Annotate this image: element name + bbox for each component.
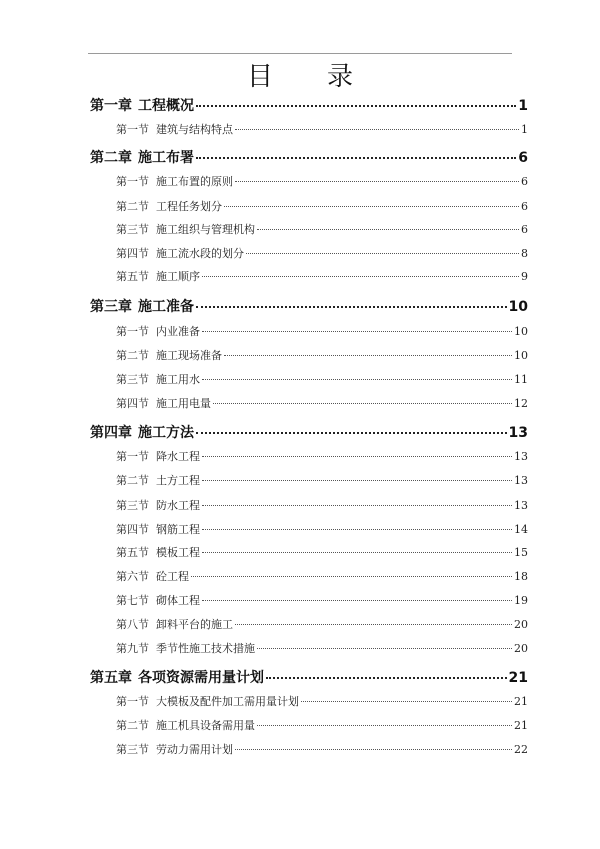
toc-section-entry[interactable] [116, 592, 528, 608]
chapter-number: 第五章 [90, 670, 132, 686]
toc-section-entry[interactable] [116, 544, 528, 560]
chapter-number: 第二章 [90, 150, 132, 166]
page-number: 1 [518, 98, 528, 114]
page-number: 15 [514, 546, 528, 559]
page-number: 22 [514, 743, 528, 756]
page-number: 6 [521, 223, 528, 236]
toc-section-entry[interactable] [116, 497, 528, 513]
toc-section-entry[interactable] [116, 347, 528, 363]
section-title: 砌体工程 [156, 594, 200, 607]
section-title: 降水工程 [156, 450, 200, 463]
section-title: 劳动力需用计划 [156, 743, 233, 756]
page-number: 13 [514, 499, 528, 512]
section-title: 钢筋工程 [156, 523, 200, 536]
dot-leader [301, 701, 512, 702]
toc-chapter-entry[interactable] [90, 147, 528, 167]
dot-leader [196, 157, 516, 159]
section-title: 模板工程 [156, 546, 200, 559]
dot-leader [257, 229, 519, 230]
section-title: 防水工程 [156, 499, 200, 512]
dot-leader [235, 129, 519, 130]
page-number: 8 [521, 247, 528, 260]
chapter-title: 工程概况 [138, 98, 194, 114]
dot-leader [224, 355, 512, 356]
section-number: 第二节 [116, 719, 149, 732]
toc-section-entry[interactable] [116, 472, 528, 488]
page-number: 18 [514, 570, 528, 583]
section-number: 第三节 [116, 373, 149, 386]
chapter-title: 各项资源需用量计划 [138, 670, 264, 686]
section-title: 施工现场准备 [156, 349, 222, 362]
chapter-number: 第一章 [90, 98, 132, 114]
page-number: 11 [514, 373, 528, 386]
section-number: 第四节 [116, 397, 149, 410]
dot-leader [202, 552, 512, 553]
page-number: 21 [508, 670, 528, 686]
page-number: 9 [521, 270, 528, 283]
toc-section-entry[interactable] [116, 616, 528, 632]
dot-leader [202, 379, 512, 380]
toc-section-entry[interactable] [116, 323, 528, 339]
dot-leader [202, 276, 519, 277]
toc-chapter-entry[interactable] [90, 95, 528, 115]
section-title: 施工机具设备需用量 [156, 719, 255, 732]
toc-section-entry[interactable] [116, 741, 528, 757]
section-number: 第三节 [116, 743, 149, 756]
toc-section-entry[interactable] [116, 221, 528, 237]
page-number: 6 [518, 150, 528, 166]
toc-section-entry[interactable] [116, 121, 528, 137]
dot-leader [235, 749, 512, 750]
section-number: 第一节 [116, 450, 149, 463]
page-number: 19 [514, 594, 528, 607]
page-number: 21 [514, 719, 528, 732]
dot-leader [266, 677, 507, 679]
section-number: 第四节 [116, 523, 149, 536]
toc-section-entry[interactable] [116, 717, 528, 733]
section-title: 卸料平台的施工 [156, 618, 233, 631]
page-number: 10 [508, 299, 528, 315]
page-number: 13 [514, 474, 528, 487]
section-number: 第六节 [116, 570, 149, 583]
section-title: 建筑与结构特点 [156, 123, 233, 136]
toc-title-char-2: 录 [327, 61, 354, 92]
page-number: 20 [514, 642, 528, 655]
page-number: 13 [508, 425, 528, 441]
page-number: 10 [514, 325, 528, 338]
page-number: 21 [514, 695, 528, 708]
page-number: 10 [514, 349, 528, 362]
toc-section-entry[interactable] [116, 395, 528, 411]
toc-section-entry[interactable] [116, 448, 528, 464]
dot-leader [202, 505, 512, 506]
dot-leader [246, 253, 519, 254]
chapter-title: 施工布署 [138, 150, 194, 166]
section-number: 第七节 [116, 594, 149, 607]
page-number: 14 [514, 523, 528, 536]
section-title: 砼工程 [156, 570, 189, 583]
section-title: 工程任务划分 [156, 200, 222, 213]
page-number: 6 [521, 200, 528, 213]
dot-leader [202, 456, 512, 457]
section-title: 土方工程 [156, 474, 200, 487]
section-number: 第二节 [116, 349, 149, 362]
toc-chapter-entry[interactable] [90, 422, 528, 442]
toc-section-entry[interactable] [116, 521, 528, 537]
section-title: 施工用水 [156, 373, 200, 386]
dot-leader [202, 600, 512, 601]
section-number: 第一节 [116, 695, 149, 708]
toc-section-entry[interactable] [116, 640, 528, 656]
section-number: 第三节 [116, 499, 149, 512]
toc-section-entry[interactable] [116, 198, 528, 214]
section-title: 大模板及配件加工需用量计划 [156, 695, 299, 708]
dot-leader [202, 529, 512, 530]
section-title: 施工组织与管理机构 [156, 223, 255, 236]
page-number: 13 [514, 450, 528, 463]
dot-leader [235, 181, 519, 182]
dot-leader [202, 331, 512, 332]
dot-leader [257, 648, 512, 649]
dot-leader [235, 624, 512, 625]
page-number: 12 [514, 397, 528, 410]
toc-section-entry[interactable] [116, 371, 528, 387]
toc-section-entry[interactable] [116, 173, 528, 189]
page-number: 6 [521, 175, 528, 188]
section-title: 施工流水段的划分 [156, 247, 244, 260]
section-number: 第二节 [116, 200, 149, 213]
toc-chapter-entry[interactable] [90, 296, 528, 316]
section-number: 第一节 [116, 175, 149, 188]
dot-leader [196, 105, 516, 107]
chapter-title: 施工方法 [138, 425, 194, 441]
section-number: 第三节 [116, 223, 149, 236]
dot-leader [224, 206, 519, 207]
toc-section-entry[interactable] [116, 245, 528, 261]
toc-chapter-entry[interactable] [90, 667, 528, 687]
dot-leader [191, 576, 512, 577]
section-number: 第五节 [116, 270, 149, 283]
section-number: 第二节 [116, 474, 149, 487]
toc-section-entry[interactable] [116, 693, 528, 709]
section-title: 内业准备 [156, 325, 200, 338]
page-number: 20 [514, 618, 528, 631]
section-number: 第一节 [116, 325, 149, 338]
section-title: 施工布置的原则 [156, 175, 233, 188]
chapter-title: 施工准备 [138, 299, 194, 315]
dot-leader [202, 480, 512, 481]
toc-section-entry[interactable] [116, 268, 528, 284]
dot-leader [196, 306, 507, 308]
section-number: 第五节 [116, 546, 149, 559]
toc-title-char-1: 目 [246, 61, 273, 92]
chapter-number: 第三章 [90, 299, 132, 315]
section-number: 第一节 [116, 123, 149, 136]
chapter-number: 第四章 [90, 425, 132, 441]
dot-leader [257, 725, 512, 726]
section-title: 施工用电量 [156, 397, 211, 410]
section-number: 第八节 [116, 618, 149, 631]
dot-leader [196, 432, 507, 434]
section-number: 第四节 [116, 247, 149, 260]
section-title: 季节性施工技术措施 [156, 642, 255, 655]
dot-leader [213, 403, 512, 404]
toc-section-entry[interactable] [116, 568, 528, 584]
page-number: 1 [521, 123, 528, 136]
section-title: 施工顺序 [156, 270, 200, 283]
section-number: 第九节 [116, 642, 149, 655]
